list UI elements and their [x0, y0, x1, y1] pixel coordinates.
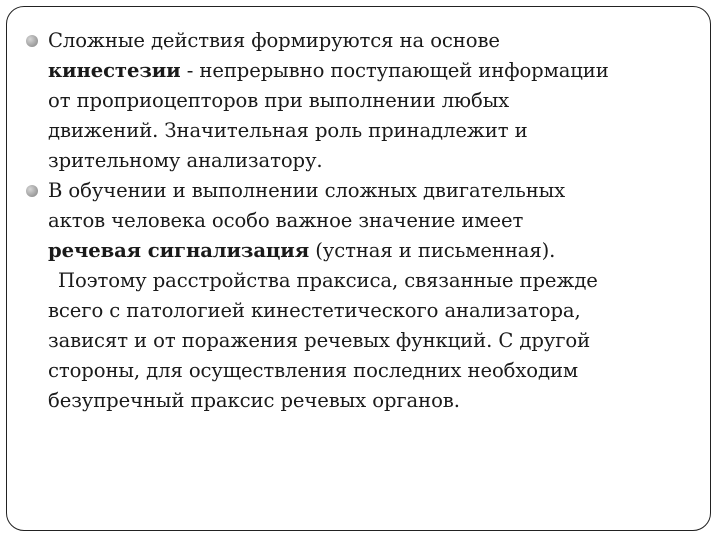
bold-term: кинестезии — [48, 59, 181, 82]
text-line: безупречный праксис речевых органов. — [48, 389, 460, 412]
text-span: (устная и письменная). — [309, 239, 556, 262]
text-line: от проприоцепторов при выполнении любых — [48, 89, 510, 112]
bold-term: речевая сигнализация — [48, 239, 310, 262]
text-line: Поэтому расстройства праксиса, связанные прежде — [58, 269, 598, 292]
text-line: Сложные действия формируются на основе — [48, 29, 500, 52]
text-line: актов человека особо важное значение имеет — [48, 209, 524, 232]
text-span: - непрерывно поступающей информации — [180, 59, 609, 82]
text-line: зависят и от поражения речевых функций. С другой — [48, 329, 591, 352]
text-line: В обучении и выполнении сложных двигательных — [48, 179, 566, 202]
text-line: стороны, для осуществления последних необходим — [48, 359, 579, 382]
text-line: движений. Значительная роль принадлежит и — [48, 119, 528, 142]
slide-content — [26, 26, 694, 416]
text-line: всего с патологией кинестетического анализатора, — [48, 299, 581, 322]
paragraph — [26, 266, 694, 416]
text-line — [48, 56, 694, 86]
bullet-icon — [26, 35, 38, 47]
bullet-item-1 — [26, 26, 694, 176]
bullet-icon — [26, 185, 38, 197]
bullet-item-2 — [26, 176, 694, 266]
text-line — [48, 236, 694, 266]
text-line: зрительному анализатору. — [48, 149, 323, 172]
